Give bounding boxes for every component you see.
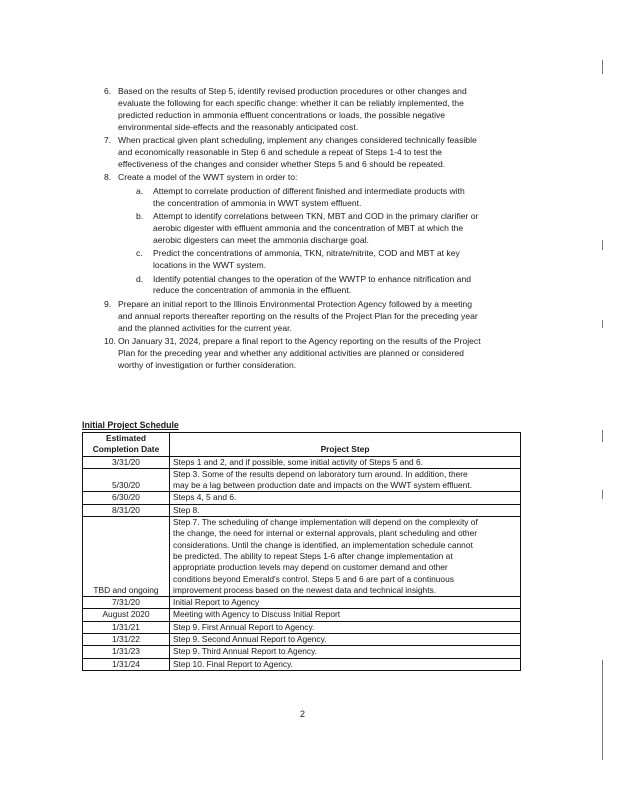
sub-step-marker: b. [136, 211, 144, 221]
completion-date-cell: 6/30/20 [83, 492, 170, 504]
step-text-line: evaluate the following for each specific change: whether it can be reliably implemented, the [118, 97, 464, 108]
step-text-line: Prepare an initial report to the Illinois Environmental Protection Agency followed by a meeting [118, 298, 472, 309]
sub-step-marker: c. [136, 248, 143, 259]
schedule-row [83, 468, 521, 492]
schedule-row [83, 456, 521, 468]
step-text-line: and the planned activities for the current year. [118, 322, 292, 333]
project-step-line: Step 9. First Annual Report to Agency. [173, 621, 315, 632]
schedule-row [83, 597, 521, 609]
schedule-row [83, 634, 521, 646]
project-step-line: the change, the need for internal or external approvals, plant scheduling and other [173, 528, 478, 539]
project-step-line: Steps 1 and 2, and if possible, some initial activity of Steps 5 and 6. [173, 456, 423, 467]
schedule-row [83, 646, 521, 658]
sub-step-marker: d. [136, 273, 144, 284]
project-step-cell [170, 504, 521, 516]
project-step-line: Step 8. [173, 504, 200, 515]
step-text-line: reduce the concentration of ammonia in the effluent. [153, 285, 352, 296]
step-text-line: Based on the results of Step 5, identify revised production procedures or other changes and [118, 86, 467, 96]
project-step-line: Step 3. Some of the results depend on laboratory turn around. In addition, there [173, 468, 468, 479]
step-text-line: Identify potential changes to the operation of the WWTP to enhance nitrification and [153, 273, 472, 284]
project-step-line: conditions beyond Emerald's control. Steps 5 and 6 are part of a continuous [173, 573, 454, 584]
step-text-line: Attempt to identify correlations between TKN, MBT and COD in the primary clarifier or [153, 211, 479, 221]
schedule-heading: Initial Project Schedule [82, 420, 179, 430]
project-step-line: Step 10. Final Report to Agency. [173, 658, 293, 669]
step-text-line: Plan for the preceding year and whether any additional activities are planned or considered [118, 347, 464, 358]
project-step-cell [170, 646, 521, 658]
project-step-cell [170, 634, 521, 646]
sub-step-marker: a. [136, 185, 144, 196]
project-step-cell [170, 658, 521, 670]
step-number: 6. [104, 86, 112, 96]
completion-date-cell: 3/31/20 [83, 456, 170, 468]
date-column-header: Estimated Completion Date [83, 433, 170, 457]
project-step-line: Meeting with Agency to Discuss Initial Report [173, 609, 341, 620]
completion-date-cell: 5/30/20 [83, 468, 170, 492]
step-text-line: effectiveness of the changes and consider whether Steps 5 and 6 should be repeated. [118, 158, 446, 169]
project-step-line: be predicted. The ability to repeat Steps 1-6 after change implementation at [173, 550, 453, 561]
project-step-cell [170, 492, 521, 504]
completion-date-cell: 1/31/22 [83, 634, 170, 646]
project-step-line: improvement process based on the newest data and technical insights. [173, 584, 437, 595]
step-number: 7. [104, 135, 112, 146]
step-text-line: and annual reports thereafter reporting on the results of the Project Plan for the preceding year [118, 310, 478, 321]
project-step-line: Step 9. Second Annual Report to Agency. [173, 634, 327, 645]
step-text-line: the concentration of ammonia in WWT system effluent. [153, 197, 362, 208]
completion-date-cell: TBD and ongoing [83, 517, 170, 597]
completion-date-cell: 1/31/24 [83, 658, 170, 670]
page-number: 2 [300, 709, 306, 719]
project-step-cell [170, 468, 521, 492]
project-step-line: Step 9. Third Annual Report to Agency. [173, 646, 318, 657]
completion-date-cell: August 2020 [83, 609, 170, 621]
project-step-line: Initial Report to Agency [173, 597, 260, 608]
project-step-line: Steps 4, 5 and 6. [173, 492, 237, 503]
project-step-cell [170, 621, 521, 633]
completion-date-cell: 7/31/20 [83, 597, 170, 609]
schedule-row [83, 517, 521, 597]
step-number: 9. [104, 298, 112, 309]
schedule-row [83, 621, 521, 633]
schedule-row [83, 492, 521, 504]
step-text-line: worthy of investigation or further consideration. [118, 359, 297, 370]
schedule-header-row [83, 433, 521, 457]
completion-date-cell: 8/31/20 [83, 504, 170, 516]
schedule-row [83, 504, 521, 516]
schedule-row [83, 609, 521, 621]
step-number: 10. [104, 336, 116, 346]
step-text-line: Create a model of the WWT system in order to: [118, 172, 298, 183]
project-step-line: may be a lag between production date and impacts on the WWT system effluent. [173, 480, 473, 491]
project-step-cell [170, 597, 521, 609]
completion-date-cell: 1/31/21 [83, 621, 170, 633]
schedule-row [83, 658, 521, 670]
project-step-line: considerations. Until the change is identified, an implementation schedule cannot [173, 539, 473, 550]
completion-date-cell: 1/31/23 [83, 646, 170, 658]
step-text-line: predicted reduction in ammonia effluent concentrations or loads, the possible negative [118, 109, 446, 120]
step-text-line: aerobic digester with effluent ammonia and the concentration of MBT at which the [153, 222, 464, 233]
step-column-header: Project Step [170, 433, 521, 457]
project-step-cell [170, 609, 521, 621]
step-text-line: environmental side-effects and the reasonably anticipated cost. [118, 121, 359, 132]
step-number: 8. [104, 172, 112, 183]
step-text-line: locations in the WWT system. [153, 260, 267, 271]
project-step-cell [170, 517, 521, 597]
scan-edge-marks [602, 60, 608, 760]
schedule-table [82, 432, 521, 671]
project-step-line: appropriate production levels may depend on customer demand and other [173, 562, 448, 573]
step-text-line: aerobic digesters can meet the ammonia discharge goal. [153, 234, 369, 245]
step-text-line: Predict the concentrations of ammonia, TKN, nitrate/nitrite, COD and MBT at key [153, 248, 460, 259]
step-text-line: When practical given plant scheduling, implement any changes considered technically feasible [118, 135, 477, 146]
project-step-line: Step 7. The scheduling of change implementation will depend on the complexity of [173, 517, 478, 528]
step-text-line: On January 31, 2024, prepare a final report to the Agency reporting on the results of the Project [118, 336, 481, 346]
step-text-line: Attempt to correlate production of different finished and intermediate products with [153, 185, 465, 196]
step-text-line: and economically reasonable in Step 6 and schedule a repeat of Steps 1-4 to test the [118, 147, 442, 157]
project-step-cell [170, 456, 521, 468]
